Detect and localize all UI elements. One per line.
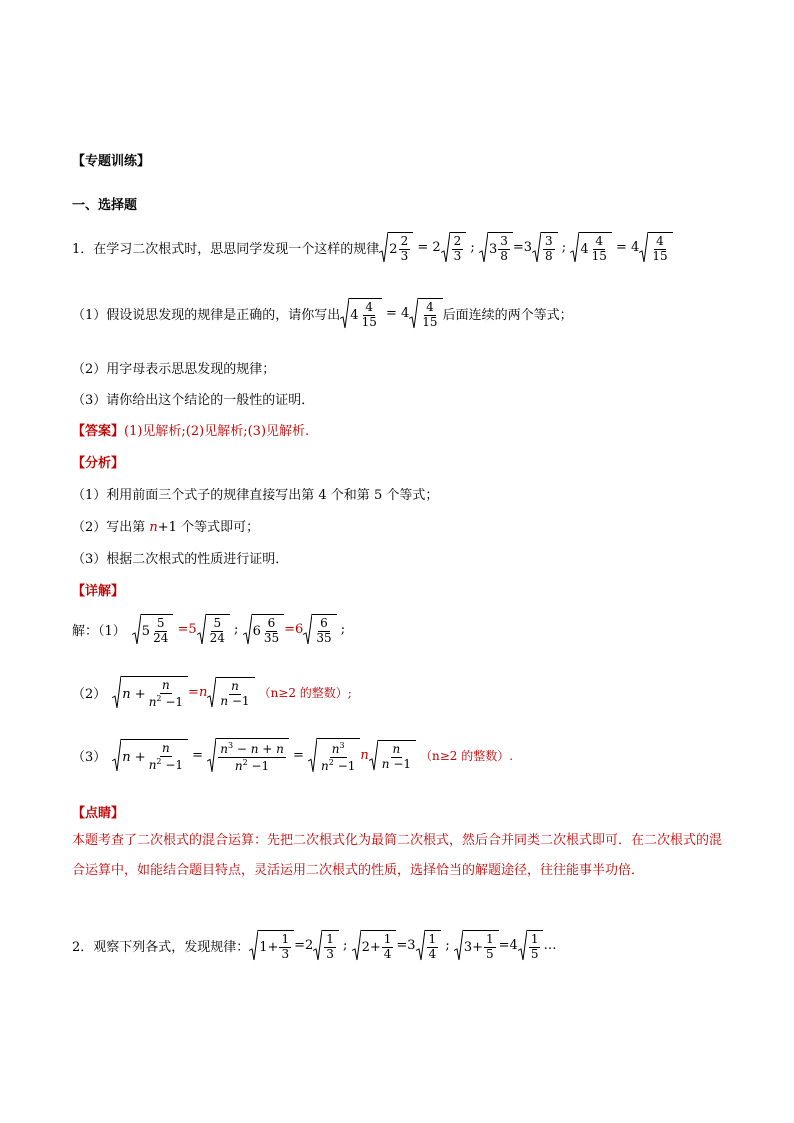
solution-3	[72, 738, 513, 774]
analysis-2-var: n	[149, 520, 158, 535]
solution-1-prefix: 解：（1）	[72, 624, 126, 640]
detail-label: 【详解】	[72, 584, 125, 599]
section-title: 【专题训练】	[72, 154, 151, 169]
q1-formula-1: 2 $\frac{2}{3}$ = 2 $\frac{2}{3}$ ; 3 $\frac{3}{8}$ =3 $\frac{3}{8}$ ; 4 $\frac{4}{15}$ = 4 $\frac{4}{15}$	[379, 232, 672, 264]
q2-formula: 1+ $\frac{1}{3}$ =2 $\frac{1}{3}$ ; 2+ $\frac{1}{4}$ =3 $\frac{1}{4}$ ; 3+ $\frac{1}{5}$ =4 $\frac{1}{5}$ …	[249, 930, 556, 962]
subsection-title: 一、选择题	[72, 198, 138, 213]
answer-label: 【答案】	[72, 424, 125, 439]
q1-part1	[72, 298, 573, 330]
q1-part2: （2）用字母表示思思发现的规律；	[72, 362, 276, 377]
answer-text: (1)见解析;(2)见解析;(3)见解析.	[124, 424, 310, 439]
solution-3-formula: n + $\frac{n}{n^2 -1}$ = $\frac{n^3 - n + n}{n^2 -1}$ = $\frac{n^3}{n^2 -1}$ n $\frac{n}{n -1}$	[112, 738, 416, 774]
q1-part3: （3）请你给出这个结论的一般性的证明．	[72, 393, 315, 408]
analysis-1: （1）利用前面三个式子的规律直接写出第 4 个和第 5 个等式；	[72, 488, 439, 503]
q2-ellipsis: …	[543, 938, 557, 954]
q1-part1-post: 后面连续的两个等式；	[442, 308, 573, 324]
solution-2	[72, 676, 352, 710]
comment-text: 本题考查了二次根式的混合运算：先把二次根式化为最简二次根式，然后合并同类二次根式即可．在二次根式的混合运算中，如能结合题目特点，灵活运用二次根式的性质，选择恰当的解题途径，往往能事半功倍．	[72, 833, 723, 878]
comment-label: 【点睛】	[72, 806, 125, 821]
analysis-2-pre: （2）写出第	[72, 520, 150, 535]
q1-part1-pre: （1）假设说思发现的规律是正确的，请你写出	[72, 308, 341, 324]
solution-1	[72, 614, 345, 646]
q1-stem	[72, 232, 673, 264]
q1-stem-text: 1．在学习二次根式时，思思同学发现一个这样的规律	[72, 242, 380, 258]
q1-part1-formula: 4 $\frac{4}{15}$ = 4 $\frac{4}{15}$	[340, 298, 442, 330]
solution-3-condition: （n≥2 的整数）.	[420, 749, 514, 764]
solution-2-condition: （n≥2 的整数）;	[258, 686, 352, 701]
solution-1-formula: 5 $\frac{5}{24}$ =5 $\frac{5}{24}$ ; 6 $\frac{6}{35}$ =6 $\frac{6}{35}$ ;	[132, 614, 345, 646]
solution-3-prefix: （3）	[72, 750, 107, 766]
solution-2-formula: n + $\frac{n}{n^2 -1}$ =n $\frac{n}{n -1}$	[112, 676, 254, 710]
analysis-2	[72, 516, 259, 535]
solution-2-prefix: （2）	[72, 687, 107, 703]
q2-stem	[72, 930, 556, 962]
analysis-3: （3）根据二次根式的性质进行证明．	[72, 552, 289, 567]
q1-answer	[72, 420, 309, 439]
q2-stem-text: 2．观察下列各式，发现规律：	[72, 940, 250, 956]
analysis-2-post: +1 个等式即可；	[157, 520, 260, 535]
analysis-label: 【分析】	[72, 456, 125, 471]
